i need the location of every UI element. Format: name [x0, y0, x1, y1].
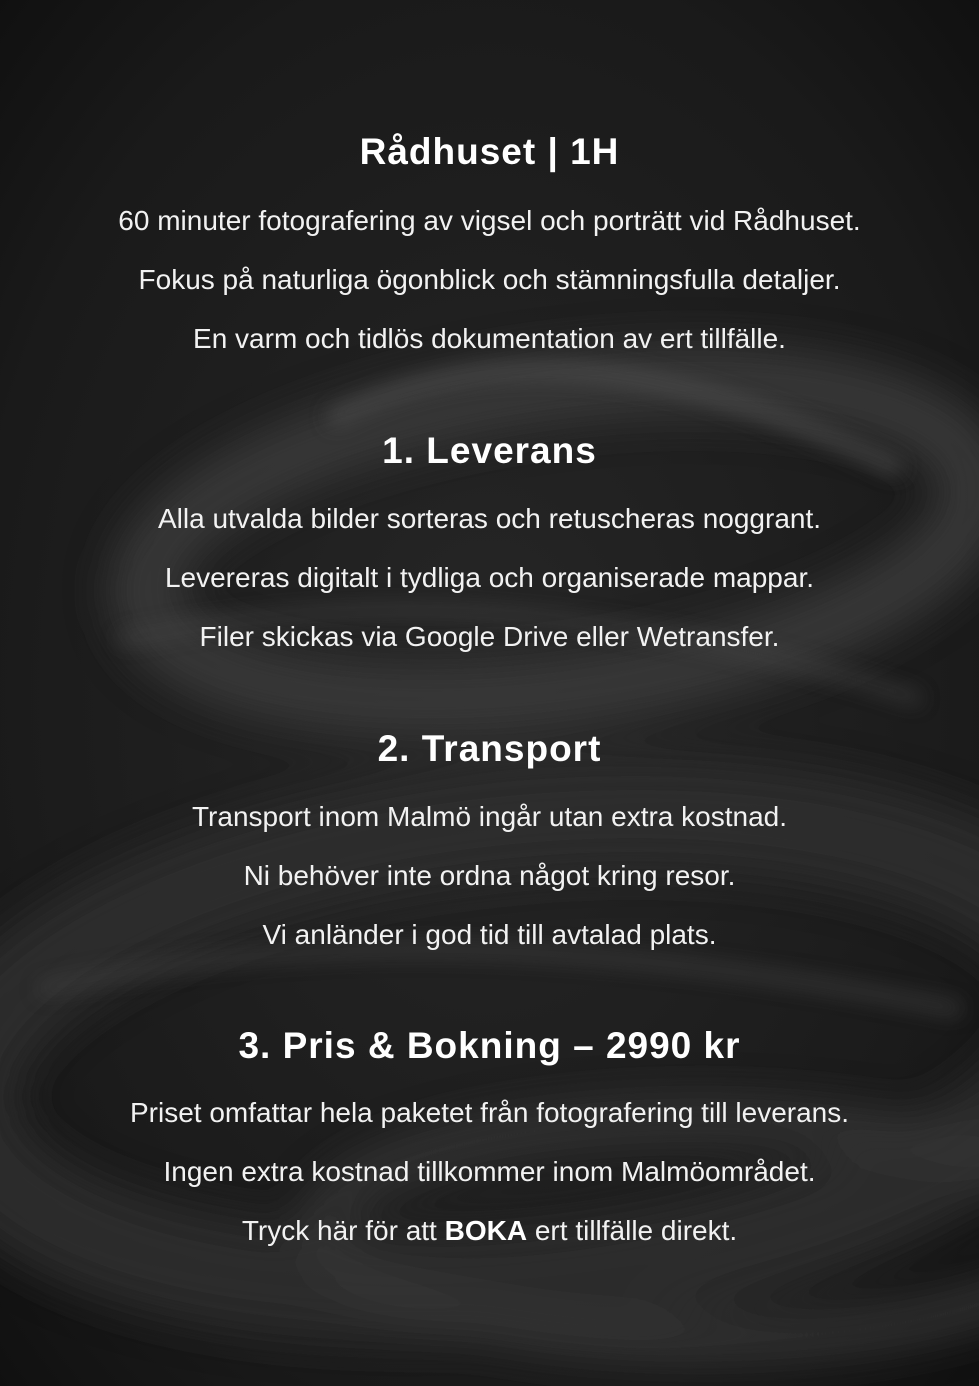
leverans-line-1: Alla utvalda bilder sorteras och retuscheras noggrant. [157, 503, 822, 534]
section-title-radhuset: Rådhuset | 1H [359, 131, 620, 172]
radhuset-line-1: 60 minuter fotografering av vigsel och porträtt vid Rådhuset. [118, 205, 861, 236]
booking-cta-after: ert tillfälle direkt. [534, 1215, 738, 1246]
transport-line-3: Vi anländer i god tid till avtalad plats. [262, 919, 717, 950]
radhuset-line-3: En varm och tidlös dokumentation av ert tillfälle. [193, 323, 786, 354]
section-title-leverans: 1. Leverans [382, 430, 597, 471]
section-title-pris-bokning: 3. Pris & Bokning – 2990 kr [238, 1025, 741, 1066]
booking-cta-before: Tryck här för att [241, 1215, 437, 1246]
leverans-line-2: Levereras digitalt i tydliga och organiserade mappar. [164, 562, 815, 593]
booking-cta-line [0, 1213, 979, 1249]
transport-line-1: Transport inom Malmö ingår utan extra kostnad. [191, 801, 787, 832]
transport-line-2: Ni behöver inte ordna något kring resor. [243, 860, 736, 891]
leverans-line-3: Filer skickas via Google Drive eller Wetransfer. [199, 621, 780, 652]
pris-line-1: Priset omfattar hela paketet från fotografering till leverans. [129, 1097, 850, 1128]
pris-line-2: Ingen extra kostnad tillkommer inom Malmöområdet. [163, 1156, 816, 1187]
section-title-transport: 2. Transport [377, 728, 602, 769]
boka-link[interactable]: BOKA [444, 1215, 528, 1246]
radhuset-line-2: Fokus på naturliga ögonblick och stämningsfulla detaljer. [138, 264, 841, 295]
